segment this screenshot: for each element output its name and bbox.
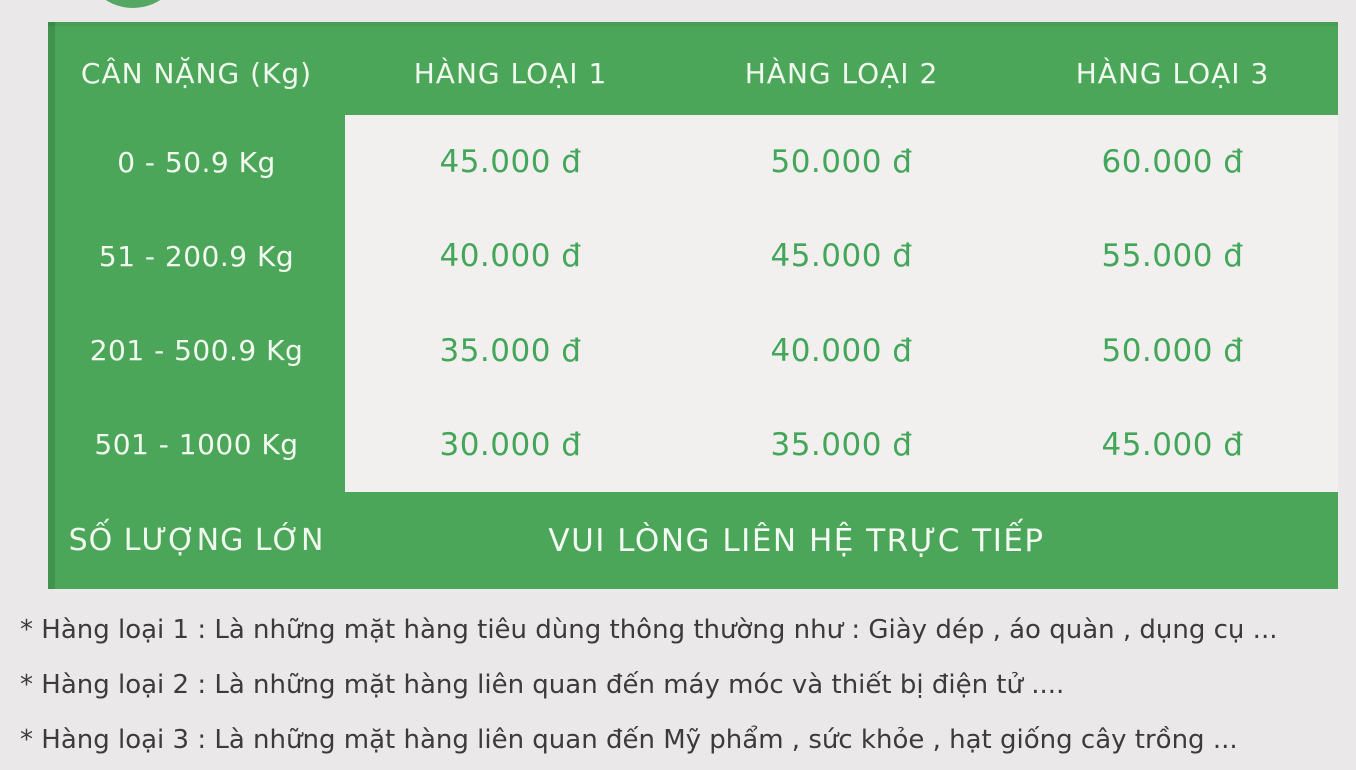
footnote-type-1: * Hàng loại 1 : Là những mặt hàng tiêu dùng thông thường như : Giày dép , áo quàn , dụng cụ ... — [20, 615, 1278, 645]
price-grid — [48, 22, 1338, 589]
header-cell-type-1: HÀNG LOẠI 1 — [413, 57, 608, 90]
weight-label-row-4: 501 - 1000 Kg — [94, 428, 299, 462]
price-row-2-type-1: 40.000 đ — [439, 238, 582, 275]
footnotes — [20, 603, 1350, 768]
price-row-1-type-3: 60.000 đ — [1101, 144, 1244, 181]
logo-circle-partial — [80, 0, 186, 8]
footnote-type-3: * Hàng loại 3 : Là những mặt hàng liên quan đến Mỹ phẩm , sức khỏe , hạt giống cây trồng ... — [20, 725, 1238, 755]
price-row-3-type-3: 50.000 đ — [1101, 332, 1244, 369]
weight-label-row-1: 0 - 50.9 Kg — [117, 145, 276, 179]
price-row-2-type-3: 55.000 đ — [1101, 238, 1244, 275]
price-row-1-type-2: 50.000 đ — [770, 144, 913, 181]
footnote-type-2: * Hàng loại 2 : Là những mặt hàng liên quan đến máy móc và thiết bị điện tử .... — [20, 670, 1065, 700]
weight-label-row-2: 51 - 200.9 Kg — [98, 239, 295, 273]
contact-direct-message: VUI LÒNG LIÊN HỆ TRỰC TIẾP — [548, 522, 1045, 559]
price-row-2-type-2: 45.000 đ — [770, 238, 913, 275]
price-row-3-type-2: 40.000 đ — [770, 332, 913, 369]
price-row-4-type-3: 45.000 đ — [1101, 426, 1244, 463]
price-row-4-type-1: 30.000 đ — [439, 426, 582, 463]
weight-label-row-3: 201 - 500.9 Kg — [89, 334, 304, 368]
shipping-price-table — [48, 22, 1338, 589]
bulk-quantity-label: SỐ LƯỢNG LỚN — [68, 523, 325, 558]
header-cell-type-2: HÀNG LOẠI 2 — [744, 57, 939, 90]
header-cell-type-3: HÀNG LOẠI 3 — [1075, 57, 1270, 90]
price-row-3-type-1: 35.000 đ — [439, 332, 582, 369]
header-cell-weight: CÂN NẶNG (Kg) — [80, 57, 313, 90]
price-row-1-type-1: 45.000 đ — [439, 144, 582, 181]
price-row-4-type-2: 35.000 đ — [770, 426, 913, 463]
